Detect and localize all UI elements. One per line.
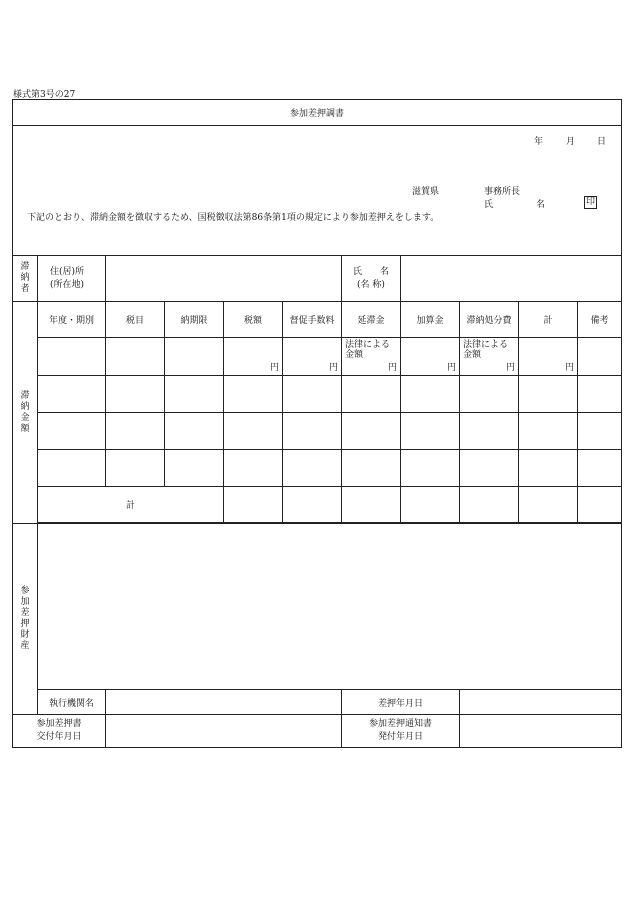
- table-cell[interactable]: [460, 413, 519, 450]
- form-title: 参加差押調書: [13, 100, 622, 126]
- enforcement-agency-label: 執行機関名: [38, 690, 106, 715]
- table-cell[interactable]: [38, 413, 106, 450]
- notice-date-label: 参加差押通知書 発付年月日: [342, 715, 460, 748]
- table-row: [13, 450, 622, 487]
- table-cell[interactable]: [401, 450, 460, 487]
- total-cell[interactable]: [519, 487, 578, 523]
- table-cell[interactable]: [106, 338, 165, 376]
- disposition-cost-cell[interactable]: [460, 338, 519, 376]
- statement-text: 下記のとおり、滞納金額を徴収するため、国税徴収法第86条第1項の規定により参加差押えをします。: [27, 213, 440, 223]
- arrears-section-label: 滞 納 金 額: [13, 302, 38, 524]
- total-cell[interactable]: [578, 487, 622, 523]
- table-cell[interactable]: [165, 450, 224, 487]
- taxpayer-section-label: 滞 納 者: [13, 256, 38, 302]
- yen-unit: 円: [564, 363, 574, 373]
- table-cell[interactable]: [460, 450, 519, 487]
- table-cell[interactable]: [342, 376, 401, 413]
- col-remarks: 備考: [578, 302, 622, 338]
- address-field[interactable]: [106, 256, 342, 302]
- table-cell[interactable]: [165, 376, 224, 413]
- total-cell[interactable]: [460, 487, 519, 523]
- table-cell[interactable]: [38, 338, 106, 376]
- property-description-field[interactable]: [38, 524, 622, 690]
- name-field[interactable]: [401, 256, 622, 302]
- year-label: 年: [534, 137, 544, 147]
- law-amount-note: 法律による 金額: [463, 340, 509, 360]
- delinquency-charge-cell[interactable]: [342, 338, 401, 376]
- table-row: [13, 413, 622, 450]
- col-delinquency-charge: 延滞金: [342, 302, 401, 338]
- total-cell[interactable]: [224, 487, 283, 523]
- seal-mark: 印: [586, 197, 596, 207]
- yen-unit: 円: [387, 363, 397, 373]
- reminder-fee-cell[interactable]: [283, 338, 342, 376]
- col-tax-item: 税目: [106, 302, 165, 338]
- table-cell[interactable]: [519, 376, 578, 413]
- seizure-record-form: [12, 99, 622, 748]
- issuer-name-char-2: 名: [536, 200, 546, 210]
- total-cell[interactable]: [283, 487, 342, 523]
- col-disposition-cost: 滞納処分費: [460, 302, 519, 338]
- table-cell[interactable]: [283, 450, 342, 487]
- table-cell[interactable]: [283, 413, 342, 450]
- notice-date-field[interactable]: [460, 715, 622, 748]
- table-cell[interactable]: [165, 338, 224, 376]
- form-header: [13, 126, 621, 255]
- yen-unit: 円: [328, 363, 338, 373]
- subtotal-cell[interactable]: [519, 338, 578, 376]
- total-cell[interactable]: [401, 487, 460, 523]
- day-label: 日: [597, 137, 607, 147]
- table-cell[interactable]: [342, 413, 401, 450]
- table-cell[interactable]: [519, 450, 578, 487]
- col-subtotal: 計: [519, 302, 578, 338]
- issuer-prefecture: 滋賀県: [412, 187, 440, 197]
- table-cell[interactable]: [578, 450, 622, 487]
- name-label: 氏 名 (名 称): [342, 256, 401, 302]
- table-cell[interactable]: [38, 376, 106, 413]
- col-reminder-fee: 督促手数料: [283, 302, 342, 338]
- month-label: 月: [566, 137, 576, 147]
- table-cell[interactable]: [460, 376, 519, 413]
- table-cell[interactable]: [578, 413, 622, 450]
- col-tax-amount: 税額: [224, 302, 283, 338]
- table-cell[interactable]: [224, 413, 283, 450]
- law-amount-note: 法律による 金額: [345, 340, 391, 360]
- form-number: 様式第3号の27: [13, 90, 76, 100]
- address-label: 住(居)所 (所在地): [38, 256, 106, 302]
- table-cell[interactable]: [224, 450, 283, 487]
- table-cell[interactable]: [519, 413, 578, 450]
- issue-date-label: 参加差押書 交付年月日: [13, 715, 106, 748]
- table-cell[interactable]: [283, 376, 342, 413]
- yen-unit: 円: [446, 363, 456, 373]
- table-row: [13, 376, 622, 413]
- total-label: 計: [38, 487, 224, 523]
- property-section-label: 参 加 差 押 財 産: [13, 524, 38, 715]
- yen-unit: 円: [505, 363, 515, 373]
- issuer-name-char-1: 氏: [484, 200, 494, 210]
- table-cell[interactable]: [38, 450, 106, 487]
- table-cell[interactable]: [106, 413, 165, 450]
- table-cell[interactable]: [401, 413, 460, 450]
- table-cell[interactable]: [165, 413, 224, 450]
- issue-date-field[interactable]: [106, 715, 342, 748]
- table-cell[interactable]: [106, 376, 165, 413]
- total-cell[interactable]: [342, 487, 401, 523]
- seizure-date-label: 差押年月日: [342, 690, 460, 715]
- table-cell[interactable]: [106, 450, 165, 487]
- issuer-office-head: 事務所長: [484, 187, 521, 197]
- col-due-date: 納期限: [165, 302, 224, 338]
- table-cell[interactable]: [224, 376, 283, 413]
- remarks-cell[interactable]: [578, 338, 622, 376]
- additional-tax-cell[interactable]: [401, 338, 460, 376]
- col-fiscal-period: 年度・期別: [38, 302, 106, 338]
- enforcement-agency-field[interactable]: [106, 690, 342, 715]
- table-cell[interactable]: [342, 450, 401, 487]
- col-additional-tax: 加算金: [401, 302, 460, 338]
- table-cell[interactable]: [578, 376, 622, 413]
- table-cell[interactable]: [401, 376, 460, 413]
- tax-amount-cell[interactable]: [224, 338, 283, 376]
- seizure-date-field[interactable]: [460, 690, 622, 715]
- yen-unit: 円: [269, 363, 279, 373]
